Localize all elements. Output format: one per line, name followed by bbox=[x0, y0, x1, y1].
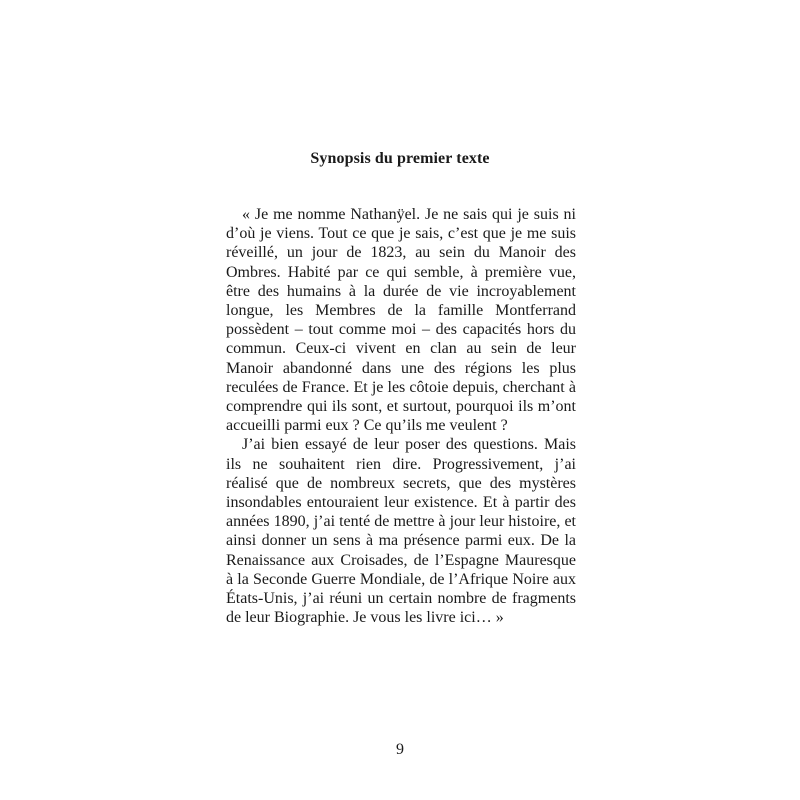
page-number: 9 bbox=[396, 741, 404, 758]
paragraph-1: « Je me nomme Nathanÿel. Je ne sais qui je suis ni d’où je viens. Tout ce que je sais, c’est que je me suis réveillé, un jour de 1823, au sein du Manoir des Ombres. Habité par ce qui semble, à première vue, être des humains à la durée de vie incroyablement longue, les Membres de la famille Montferrand possèdent – tout comme moi – des capacités hors du commun. Ceux-ci vivent en clan au sein de leur Manoir abandonné dans une des régions les plus reculées de France. Et je les côtoie depuis, cherchant à comprendre qui ils sont, et surtout, pourquoi ils m’ont accueilli parmi eux ? Ce qu’ils me veulent ? bbox=[226, 206, 576, 435]
synopsis-body bbox=[226, 205, 576, 627]
paragraph-2: J’ai bien essayé de leur poser des questions. Mais ils ne souhaitent rien dire. Progressivement, j’ai réalisé que de nombreux secrets, que des mystères insondables entouraient leur existence. Et à partir des années 1890, j’ai tenté de mettre à jour leur histoire, et ainsi donner un sens à ma présence parmi eux. De la Renaissance aux Croisades, de l’Espagne Mauresque à la Seconde Guerre Mondiale, de l’Afrique Noire aux États-Unis, j’ai réuni un certain nombre de fragments de leur Biographie. Je vous les livre ici… » bbox=[226, 436, 576, 627]
page-title: Synopsis du premier texte bbox=[310, 150, 490, 167]
